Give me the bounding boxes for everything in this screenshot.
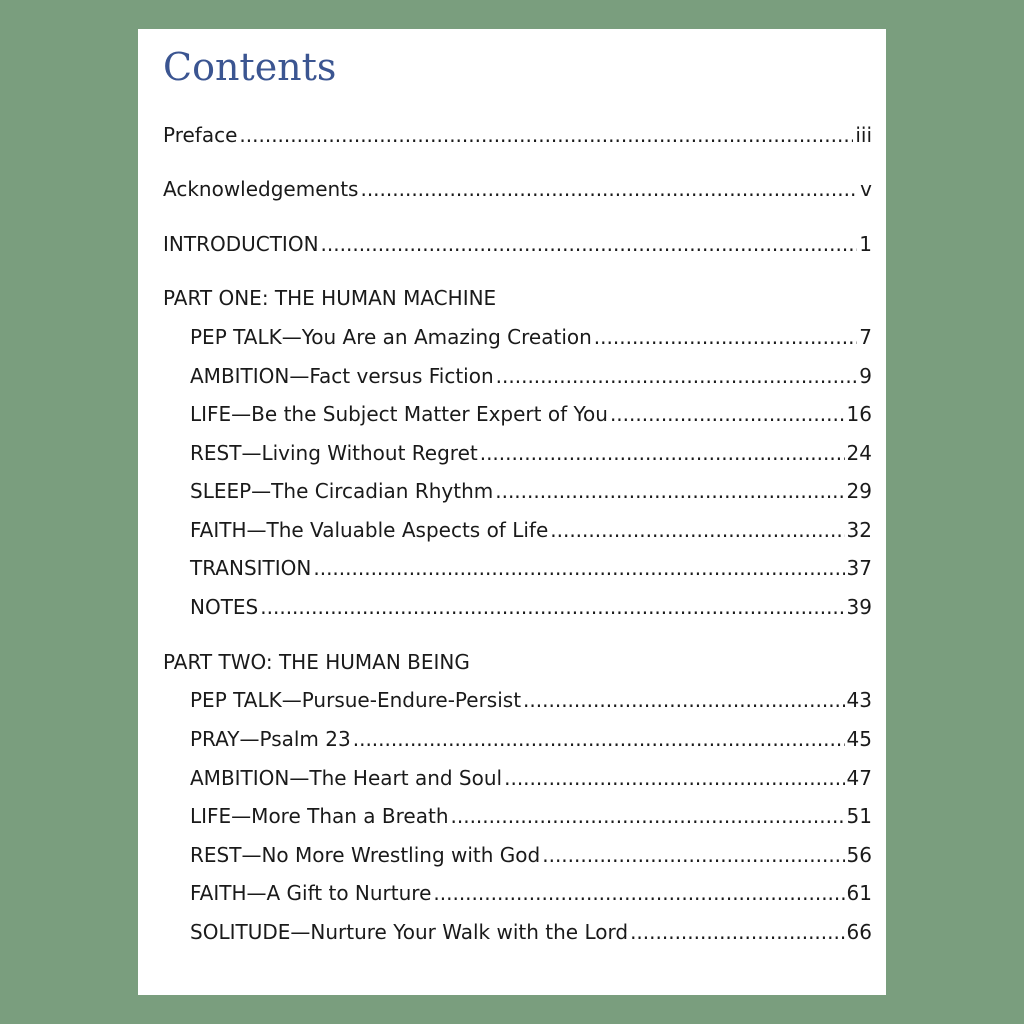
toc-entry[interactable] xyxy=(190,843,872,869)
part-one-heading: PART ONE: THE HUMAN MACHINE xyxy=(163,286,497,310)
toc-entry-label: Acknowledgements xyxy=(163,177,359,201)
toc-entry-acknowledgements[interactable] xyxy=(163,177,872,203)
toc-entry[interactable] xyxy=(190,595,872,621)
dot-leader xyxy=(542,843,844,867)
toc-entry-label: REST—Living Without Regret xyxy=(190,441,478,465)
toc-page-number: 56 xyxy=(846,843,872,867)
toc-entry[interactable] xyxy=(190,920,872,946)
toc-page xyxy=(138,29,886,995)
toc-entry[interactable] xyxy=(190,688,872,714)
toc-page-number: 1 xyxy=(859,232,872,256)
toc-page-number: 66 xyxy=(846,920,872,944)
toc-entry[interactable] xyxy=(190,441,872,467)
dot-leader xyxy=(353,727,845,751)
toc-entry-label: REST—No More Wrestling with God xyxy=(190,843,541,867)
toc-entry-label: INTRODUCTION xyxy=(163,232,319,256)
toc-entry[interactable] xyxy=(190,479,872,505)
toc-entry[interactable] xyxy=(190,804,872,830)
dot-leader xyxy=(630,920,844,944)
toc-entry-label: PEP TALK—Pursue-Endure-Persist xyxy=(190,688,522,712)
dot-leader xyxy=(523,688,845,712)
toc-page-number: v xyxy=(860,177,872,201)
toc-page-number: 16 xyxy=(846,402,872,426)
toc-entry-label: Preface xyxy=(163,123,238,147)
part-two-heading: PART TWO: THE HUMAN BEING xyxy=(163,650,470,674)
toc-page-number: 29 xyxy=(846,479,872,503)
toc-entry[interactable] xyxy=(190,325,872,351)
toc-page-number: 7 xyxy=(859,325,872,349)
toc-entry-label: AMBITION—The Heart and Soul xyxy=(190,766,503,790)
toc-entry-label: PRAY—Psalm 23 xyxy=(190,727,351,751)
toc-entry-label: TRANSITION xyxy=(190,556,312,580)
toc-page-number: 47 xyxy=(846,766,872,790)
toc-page-number: 45 xyxy=(846,727,872,751)
dot-leader xyxy=(313,556,844,580)
toc-entry[interactable] xyxy=(190,881,872,907)
dot-leader xyxy=(480,441,845,465)
toc-entry[interactable] xyxy=(190,727,872,753)
dot-leader xyxy=(239,123,853,147)
toc-entry-label: FAITH—A Gift to Nurture xyxy=(190,881,432,905)
toc-entry[interactable] xyxy=(190,364,872,390)
dot-leader xyxy=(594,325,857,349)
toc-entry-label: LIFE—More Than a Breath xyxy=(190,804,449,828)
dot-leader xyxy=(495,479,844,503)
dot-leader xyxy=(610,402,845,426)
dot-leader xyxy=(451,804,845,828)
toc-entry[interactable] xyxy=(190,766,872,792)
toc-page-number: 9 xyxy=(859,364,872,388)
toc-entry-introduction[interactable] xyxy=(163,232,872,258)
toc-entry-label: AMBITION—Fact versus Fiction xyxy=(190,364,494,388)
toc-entry[interactable] xyxy=(190,556,872,582)
toc-entry-label: PEP TALK—You Are an Amazing Creation xyxy=(190,325,592,349)
dot-leader xyxy=(360,177,858,201)
dot-leader xyxy=(433,881,844,905)
toc-page-number: 43 xyxy=(846,688,872,712)
toc-page-number: 37 xyxy=(846,556,872,580)
dot-leader xyxy=(504,766,844,790)
toc-page-number: 61 xyxy=(846,881,872,905)
toc-entry-label: LIFE—Be the Subject Matter Expert of You xyxy=(190,402,608,426)
toc-entry-label: FAITH—The Valuable Aspects of Life xyxy=(190,518,549,542)
toc-page-number: iii xyxy=(855,123,872,147)
dot-leader xyxy=(260,595,844,619)
toc-entry-label: SOLITUDE—Nurture Your Walk with the Lord xyxy=(190,920,629,944)
toc-entry-preface[interactable] xyxy=(163,123,872,149)
dot-leader xyxy=(321,232,858,256)
toc-page-number: 51 xyxy=(846,804,872,828)
page-title: Contents xyxy=(163,45,337,89)
toc-page-number: 39 xyxy=(846,595,872,619)
dot-leader xyxy=(496,364,858,388)
dot-leader xyxy=(550,518,844,542)
toc-entry-label: SLEEP—The Circadian Rhythm xyxy=(190,479,494,503)
toc-entry[interactable] xyxy=(190,518,872,544)
toc-entry-label: NOTES xyxy=(190,595,259,619)
toc-page-number: 24 xyxy=(846,441,872,465)
toc-entry[interactable] xyxy=(190,402,872,428)
toc-page-number: 32 xyxy=(846,518,872,542)
